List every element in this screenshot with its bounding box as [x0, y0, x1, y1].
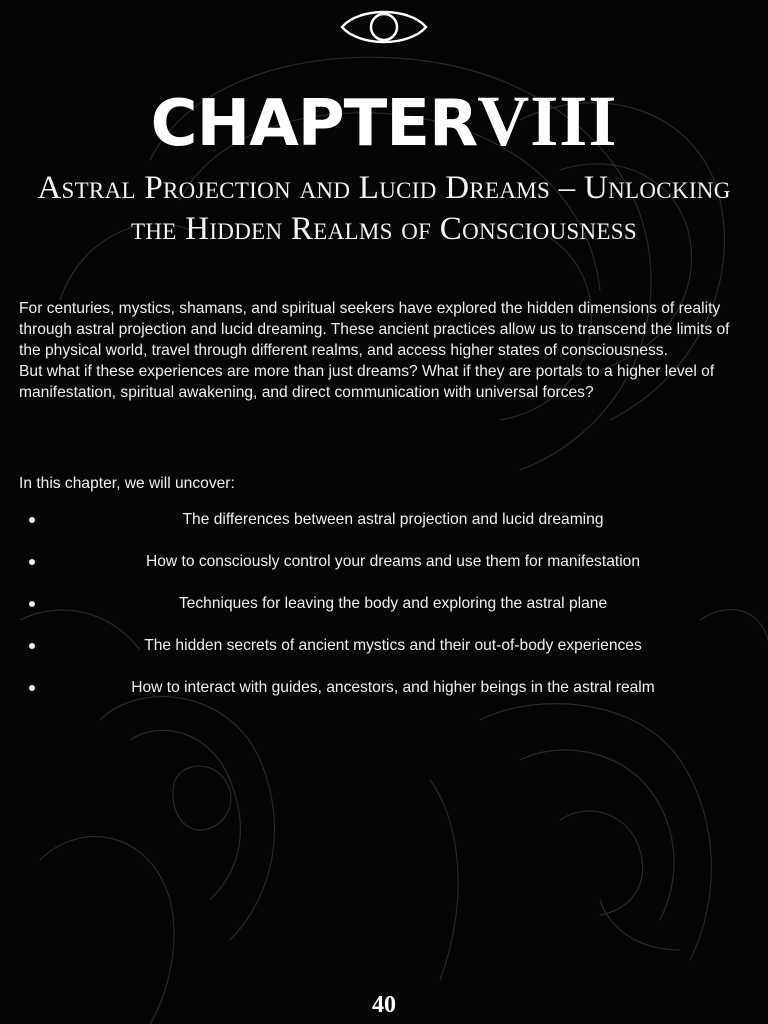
- list-intro: In this chapter, we will uncover:: [19, 475, 235, 492]
- chapter-number: VIII: [477, 81, 618, 161]
- list-item: How to interact with guides, ancestors, and higher beings in the astral realm: [19, 676, 739, 718]
- bullet-icon: [29, 685, 35, 691]
- list-item: The hidden secrets of ancient mystics and their out-of-body experiences: [19, 634, 739, 676]
- chapter-title: [0, 81, 768, 161]
- bullet-icon: [29, 601, 35, 607]
- chapter-subtitle: Astral Projection and Lucid Dreams – Unlocking the Hidden Realms of Consciousness: [37, 170, 731, 247]
- bullet-icon: [29, 517, 35, 523]
- eye-icon: [339, 4, 429, 50]
- paragraph: But what if these experiences are more than just dreams? What if they are portals to a higher level of manifestation, spiritual awakening, and direct communication with universal forces?: [19, 363, 715, 401]
- list-item: How to consciously control your dreams and use them for manifestation: [19, 550, 739, 592]
- chapter-word: CHAPTER: [150, 87, 478, 161]
- paragraph: For centuries, mystics, shamans, and spiritual seekers have explored the hidden dimensions of reality through astral projection and lucid dreaming. These ancient practices allow us to transcend the limits of the physical world, travel through different realms, and access higher states of consciousness.: [19, 300, 730, 359]
- bullet-icon: [29, 559, 35, 565]
- list-item: The differences between astral projection and lucid dreaming: [19, 508, 739, 550]
- page-number: 40: [372, 992, 396, 1018]
- topic-list: [19, 508, 739, 718]
- list-item: Techniques for leaving the body and exploring the astral plane: [19, 592, 739, 634]
- bullet-icon: [29, 643, 35, 649]
- body-text: [19, 298, 744, 403]
